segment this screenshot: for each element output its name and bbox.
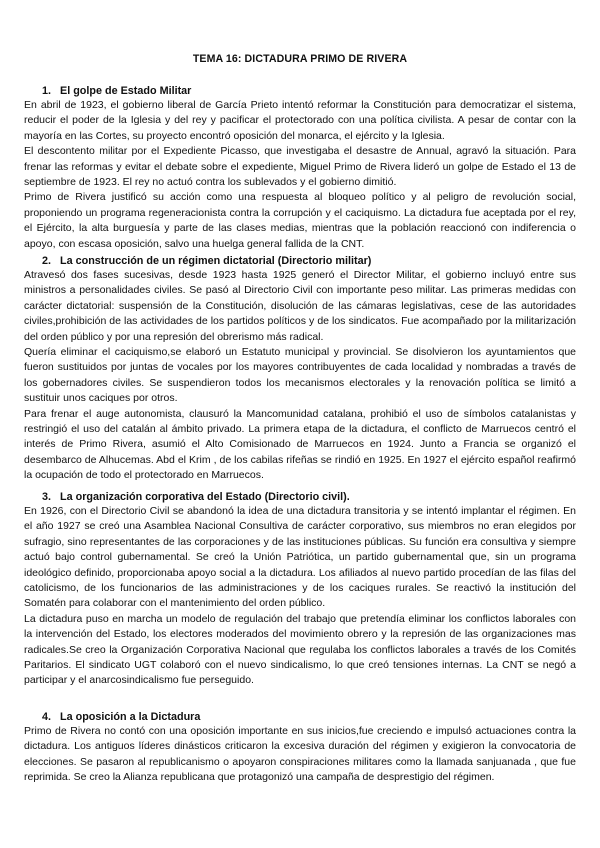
paragraph: Primo de Rivera no contó con una oposición importante en sus inicios,fue creciendo e impulsó actuaciones contra la dictadura. Los antiguos líderes dinásticos criticaron la excesiva duración del régimen y exigieron la convocatoria de elecciones. Se pasaron al republicanismo o apoyaron conspiraciones militares como la llamada sanjuanada , que fue reprimida. Se creo la Alianza republicana que protagonizó una campaña de desprestigio del régimen. — [24, 725, 576, 784]
section-body — [24, 98, 576, 252]
section-body — [24, 268, 576, 484]
section-body — [24, 504, 576, 689]
paragraph: El descontento militar por el Expediente Picasso, que investigaba el desastre de Annual, agravó la situación. Para frenar las reformas y evitar el debate sobre el expediente, Miguel Primo de Rivera lideró un golpe de Estado el 13 de septiembre de 1923. El rey no actuó contra los sublevados y el gobierno dimitió. — [24, 145, 576, 189]
paragraph: Atravesó dos fases sucesivas, desde 1923 hasta 1925 generó el Director Militar, el gobierno incluyó entre sus ministros a personalidades civiles. Se pasó al Directorio Civil con importante peso militar. Las primeras medidas con carácter dictatorial: suspensión de la Constitución, disolución de las cámaras legislativas, cese de las autoridades civiles,prohibición de las actividades de los partidos políticos y de los sindicatos. Fue acompañado por la militarización del orden público y por una represión del obrerismo más radical. — [24, 269, 576, 343]
document-title: TEMA 16: DICTADURA PRIMO DE RIVERA — [192, 53, 408, 65]
section-number: 4. — [42, 711, 52, 723]
section-number: 2. — [42, 255, 52, 267]
paragraph: En abril de 1923, el gobierno liberal de García Prieto intentó reformar la Constitución para democratizar el sistema, reducir el poder de la Iglesia y del rey y pacificar el protectorado con una política civilista. A pesar de contar con la mayoría en las Cortes, su proyecto encontró oposición del monarca, el ejército y la Iglesia. — [24, 99, 576, 142]
section-title: El golpe de Estado Militar — [60, 85, 192, 97]
paragraph: Quería eliminar el caciquismo,se elaboró un Estatuto municipal y provincial. Se disolvieron los ayuntamientos que fueron sustituidos por juntas de vocales por los mayores contribuyentes de cada localidad y nombradas a través de los gobernadores civiles. Se suspendieron todos los mecanismos electorales y la renovación política se limitó a sustituir unos caciques por otros. — [24, 346, 576, 405]
paragraph: La dictadura puso en marcha un modelo de regulación del trabajo que pretendía eliminar los conflictos laborales con la intervención del Estado, los electores moderados del movimiento obrero y la represión de las organizaciones mas radicales.Se creo la Organización Corporativa Nacional que regulaba los conflictos laborales a través de los Comités Paritarios. El sindicato UGT colaboró con el nuevo sindicalismo, lo que creó tensiones internas. La CNT se negó a participar y el anarcosindicalismo fue perseguido. — [24, 612, 576, 687]
paragraph: En 1926, con el Directorio Civil se abandonó la idea de una dictadura transitoria y se intentó implantar el régimen. En el año 1927 se creó una Asamblea Nacional Consultiva de carácter corporativo, sus miembros no eran elegidos por sufragio, sino representantes de las corporaciones y de las instituciones públicas. Su función era consultiva y siempre actuó bajo control gubernamental. Se creó la Unión Patriótica, un partido gubernamental que, sin un programa ideológico definido, proporcionaba apoyo social a la dictadura. Los afiliados al nuevo partido procedían de las filas del catolicismo, de los funcionarios de las administraciones y de los caciques rurales. Se reactivó la institución del Somatén para colaborar con el mantenimiento del orden público. — [24, 505, 576, 610]
section-body — [24, 724, 576, 786]
section-title: La oposición a la Dictadura — [60, 711, 201, 723]
section-title: La organización corporativa del Estado (Directorio civil). — [60, 491, 350, 503]
paragraph: Para frenar el auge autonomista, clausuró la Mancomunidad catalana, prohibió el uso de símbolos catalanistas y restringió el uso del catalán al ámbito privado. La primera etapa de la dictadura, el conflicto de Marruecos centró el interés de Primo Rivera, asumió el Alto Comisionado de Marruecos en 1924. Junto a Francia se organizó el desembarco de Alhucemas. Abd el Krim , de los cabilas rifeñas se rindió en 1925. En 1927 el ejército español reafirmó la ocupación de todo el protectorado en Marruecos. — [24, 407, 576, 482]
section-title: La construcción de un régimen dictatorial (Directorio militar) — [60, 255, 372, 267]
section-number: 1. — [42, 85, 52, 97]
paragraph: Primo de Rivera justificó su acción como una respuesta al bloqueo político y al peligro de revolución social, proponiendo un programa regeneracionista contra la corrupción y el caciquismo. La dictadura fue aceptada por el rey, el Ejército, la alta burguesía y parte de las clases medias, mientras que la población reaccionó con indiferencia o apoyo, con escasa oposición, salvo una huelga general fallida de la CNT. — [24, 191, 576, 250]
section-number: 3. — [42, 491, 52, 503]
